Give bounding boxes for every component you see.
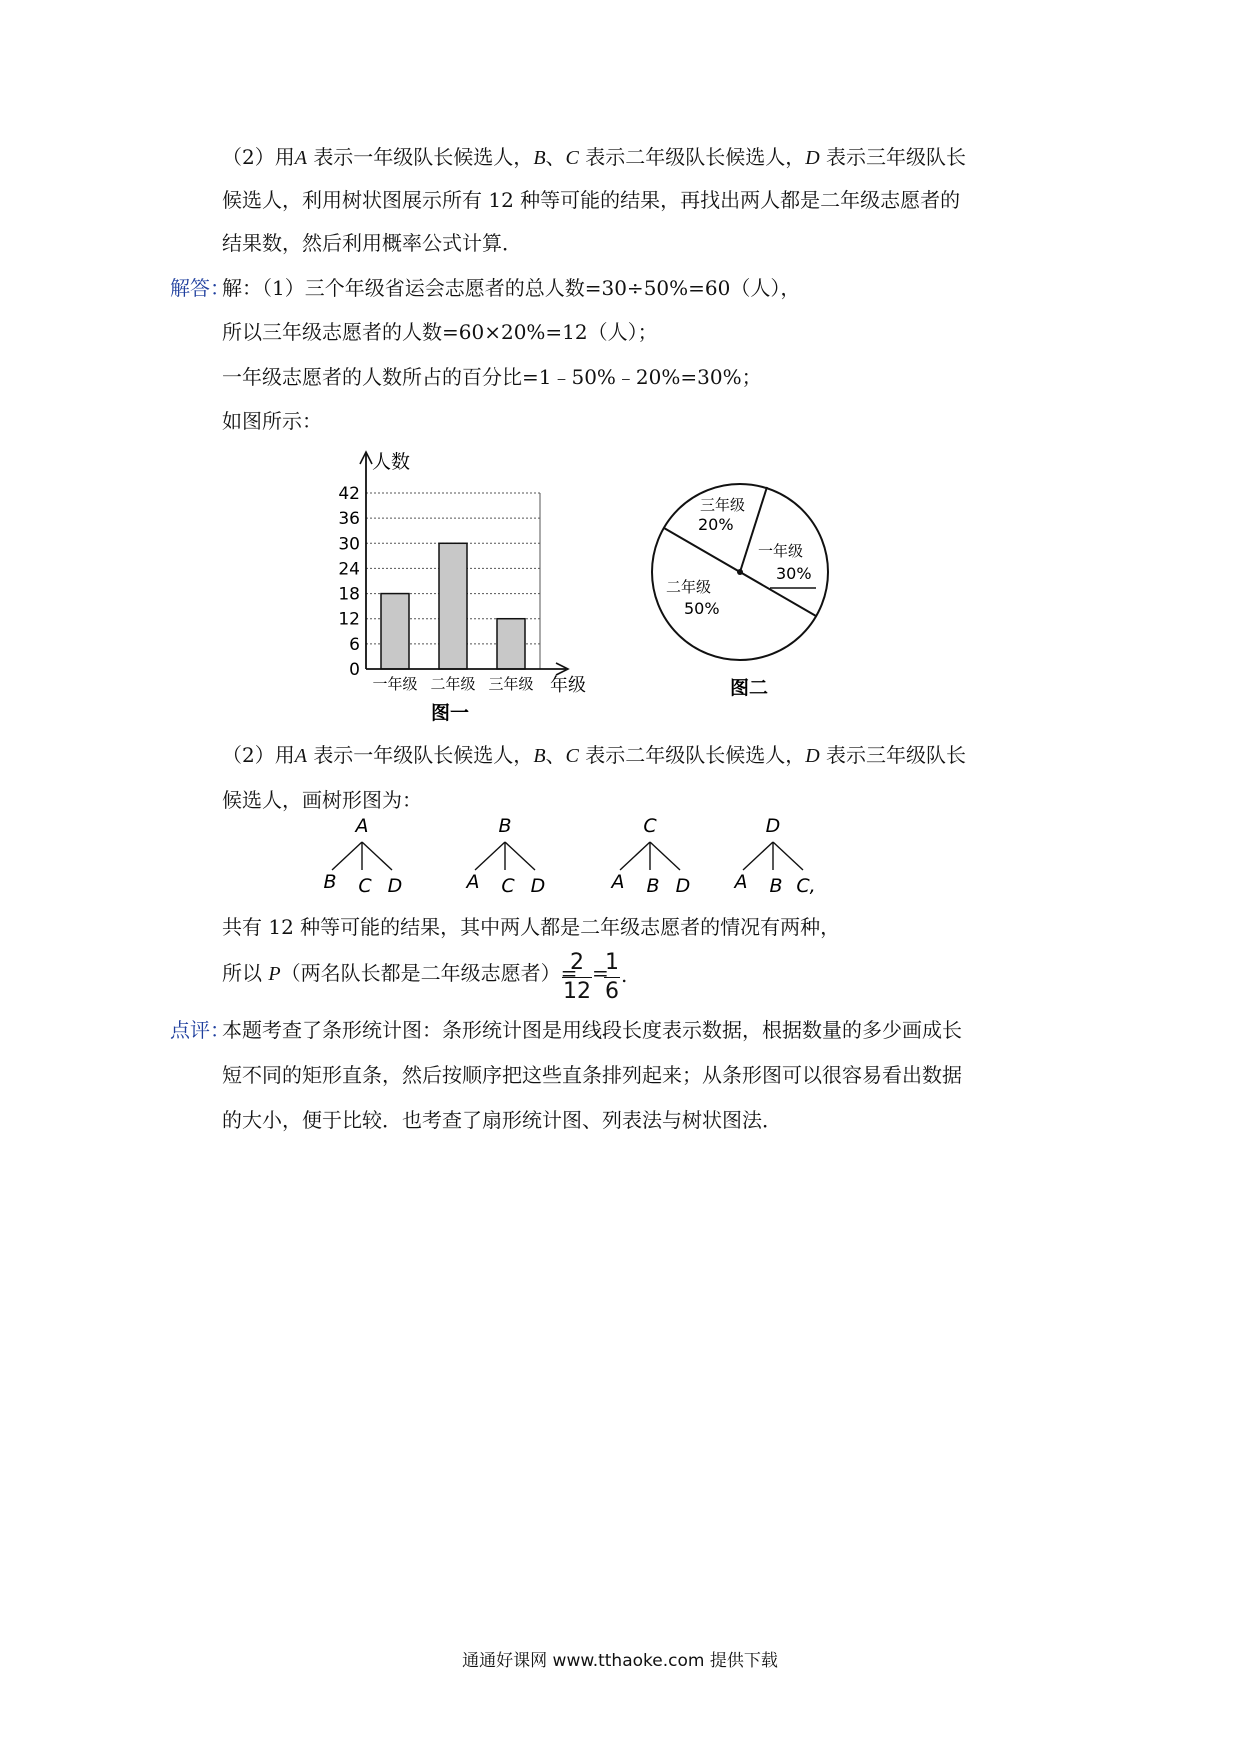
analysis-line-3: 结果数，然后利用概率公式计算．: [222, 231, 522, 255]
x-tick-label: 一年级: [372, 675, 418, 693]
bar-chart: [330, 440, 620, 740]
tree-leaf-label: C,: [796, 875, 816, 897]
y-tick-label: 42: [338, 484, 360, 504]
solution-line-1: 解：（1）三个年级省运会志愿者的总人数=30÷50%=60（人），: [222, 276, 801, 300]
solution-line-4: 如图所示：: [222, 409, 322, 433]
frac2-bar: [604, 977, 620, 978]
frac1-denominator: 12: [563, 979, 591, 1004]
pie-caption: 图二: [730, 677, 769, 699]
pie-chart: [640, 470, 850, 710]
y-tick-label: 0: [349, 660, 360, 680]
pie-percent-grade1: 30%: [776, 564, 812, 583]
tree-leaf-label: D: [387, 875, 403, 897]
frac1-numerator: 2: [570, 950, 584, 975]
comment-line-1: 本题考查了条形统计图：条形统计图是用线段长度表示数据，根据数量的多少画成长: [222, 1018, 962, 1042]
tree-D: [733, 815, 816, 897]
comment-line-2: 短不同的矩形直条，然后按顺序把这些直条排列起来；从条形图可以很容易看出数据: [222, 1063, 962, 1087]
analysis-line-1: （2）用A 表示一年级队长候选人，B、C 表示二年级队长候选人，D 表示三年级队长: [222, 145, 967, 169]
result-period: .: [621, 963, 628, 987]
part2-line-2: 候选人，画树形图为：: [222, 788, 422, 812]
tree-branch: [650, 842, 680, 870]
tree-leaf-label: C: [358, 875, 372, 897]
result-line-2: 所以 P（两名队长都是二年级志愿者）=: [222, 961, 578, 985]
tree-A: [323, 815, 402, 897]
tree-leaf-label: C: [501, 875, 515, 897]
solution-line-3: 一年级志愿者的人数所占的百分比=1﹣50%﹣20%=30%；: [222, 365, 762, 389]
pie-percent-grade3: 20%: [698, 515, 734, 534]
solution-line-2: 所以三年级志愿者的人数=60×20%=12（人）；: [222, 320, 658, 344]
y-axis-label: 人数: [372, 451, 411, 473]
result-line-1: 共有 12 种等可能的结果，其中两人都是二年级志愿者的情况有两种，: [222, 915, 841, 939]
frac2-numerator: 1: [605, 950, 619, 975]
tree-leaf-label: A: [611, 871, 625, 893]
bar: [497, 619, 525, 669]
tree-C: [610, 815, 691, 897]
bar: [381, 594, 409, 669]
y-tick-label: 36: [338, 509, 360, 530]
frac1-bar: [562, 977, 592, 978]
tree-branch: [362, 842, 392, 870]
tree-root-label: A: [355, 815, 369, 837]
y-tick-label: 30: [338, 534, 360, 555]
tree-branch: [332, 842, 362, 870]
y-tick-label: 24: [338, 559, 360, 580]
tree-leaf-label: A: [734, 871, 748, 893]
x-axis-label: 年级: [550, 675, 586, 696]
footer-credit: 通通好课网 www.tthaoke.com 提供下载: [462, 1651, 778, 1671]
tree-leaf-label: B: [646, 875, 660, 897]
frac2-denominator: 6: [605, 979, 619, 1004]
tree-B: [465, 815, 546, 897]
analysis-line-2: 候选人，利用树状图展示所有 12 种等可能的结果，再找出两人都是二年级志愿者的: [222, 188, 961, 212]
y-tick-label: 12: [338, 609, 360, 630]
x-tick-label: 二年级: [430, 675, 476, 693]
tree-root-label: B: [498, 815, 512, 837]
part2-line-1: （2）用A 表示一年级队长候选人，B、C 表示二年级队长候选人，D 表示三年级队长: [222, 743, 967, 767]
pie-label-grade1: 一年级: [758, 542, 804, 560]
fraction-2-12: [562, 952, 592, 1003]
tree-root-label: D: [765, 815, 781, 837]
tree-branch: [475, 842, 505, 870]
tree-branch: [773, 842, 803, 870]
tree-branch: [620, 842, 650, 870]
y-tick-label: 6: [349, 634, 360, 655]
bar-chart-caption: 图一: [430, 702, 470, 724]
tree-root-label: C: [643, 815, 657, 837]
fraction-1-6: [604, 952, 620, 1003]
x-tick-label: 三年级: [488, 675, 534, 693]
tree-branch: [743, 842, 773, 870]
solution-label: 解答：: [170, 276, 230, 300]
pie-label-grade2: 二年级: [666, 578, 712, 596]
tree-leaf-label: B: [769, 875, 783, 897]
pie-label-grade3: 三年级: [700, 496, 746, 514]
comment-label: 点评：: [170, 1018, 230, 1042]
tree-branch: [505, 842, 535, 870]
tree-leaf-label: B: [323, 871, 337, 893]
bar: [439, 543, 467, 669]
comment-line-3: 的大小，便于比较．也考查了扇形统计图、列表法与树状图法．: [222, 1108, 782, 1132]
tree-leaf-label: D: [675, 875, 691, 897]
tree-leaf-label: A: [466, 871, 480, 893]
pie-percent-grade2: 50%: [684, 599, 720, 618]
y-tick-label: 18: [338, 584, 360, 605]
tree-diagrams: [300, 810, 860, 910]
pie-center-dot: [737, 569, 743, 575]
tree-leaf-label: D: [530, 875, 546, 897]
result-equals: =: [592, 961, 609, 985]
